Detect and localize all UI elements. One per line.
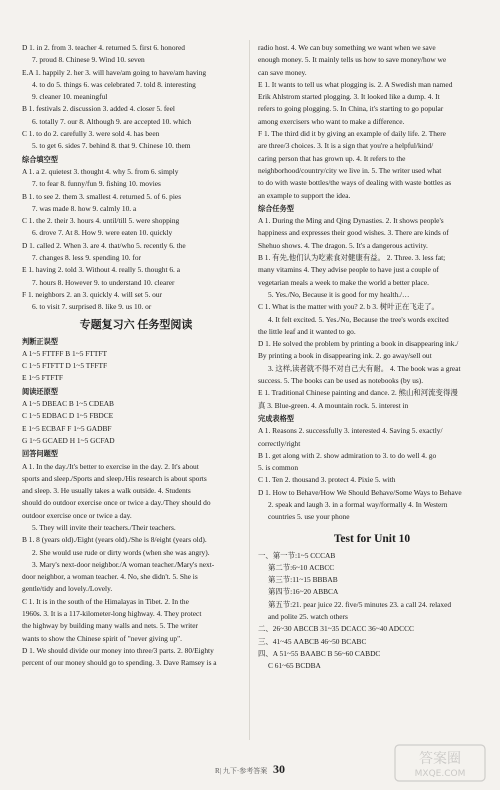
- answer-line: 4. to do 5. things 6. was celebrated 7. told 8. interesting: [32, 79, 196, 89]
- answer-line: D 1. We should divide our money into three/3 parts. 2. 80/Eighty: [22, 645, 214, 655]
- answer-line: countries 5. use your phone: [268, 512, 350, 522]
- section-heading: 完成表格型: [258, 413, 294, 423]
- answer-line: can save money.: [258, 67, 307, 77]
- answer-line: and sleep. 3. He usually takes a walk outside. 4. Students: [22, 486, 191, 496]
- answer-line: are three/3 choices. 3. It is a sign that you're a helpful/kind/: [258, 141, 434, 151]
- answer-line: 三、41~45 AABCB 46~50 BCABC: [258, 636, 367, 646]
- watermark-logo: [394, 744, 486, 782]
- answer-line: refers to going plogging. 5. In China, it's starting to go popular: [258, 104, 444, 114]
- answer-line: C 1~5 EDBAC D 1~5 FBDCE: [22, 411, 114, 421]
- answer-line: the highway by building many walls and nets. 5. The writer: [22, 621, 198, 631]
- watermark-line1: 答案圈: [419, 751, 461, 767]
- section-heading: 判断正误型: [22, 336, 58, 346]
- answer-line: D 1. in 2. from 3. teacher 4. returned 5. first 6. honored: [22, 43, 185, 52]
- answer-line: 7. changes 8. less 9. spending 10. for: [32, 253, 141, 263]
- answer-line: 5. to get 6. sides 7. behind 8. that 9. Chinese 10. them: [32, 141, 191, 151]
- answer-line: percent of our money should go to spending. 3. Dave Ramsey is a: [22, 658, 217, 668]
- answer-line: C 1. What is the matter with you? 2. b 3. 树叶正在飞走了。: [258, 302, 439, 312]
- answer-line: B 1. 8 (years old)./Eight (years old)./She is 8/eight (years old).: [22, 535, 207, 545]
- answer-line: Erik Ahlstrom started plogging. 3. It looked like a dump. 4. It: [258, 92, 440, 102]
- answer-line: D 1. How to Behave/How We Should Behave/Some Ways to Behave: [258, 487, 462, 497]
- right-column: [258, 42, 486, 673]
- section-title: 专题复习六 任务型阅读: [79, 318, 193, 331]
- section-heading: 综合任务型: [258, 203, 294, 213]
- answer-line: E 1. having 2. told 3. Without 4. really 5. thought 6. a: [22, 265, 181, 275]
- answer-line: 第三节:11~15 BBBAB: [268, 575, 338, 585]
- footer-label: R| 九下·参考答案: [215, 767, 268, 775]
- answer-line: should do outdoor exercise once or twice a day./They should do: [22, 498, 211, 508]
- answer-line: among exercisers who want to make a difference.: [258, 116, 405, 126]
- answer-line: 一、第一节:1~5 CCCAB: [258, 550, 336, 560]
- answer-line: door neighbor, a woman teacher. 4. No, she didn't. 5. She is: [22, 572, 198, 582]
- answer-line: sports and sleep./Sports and sleep./His research is about sports: [22, 473, 207, 483]
- answer-line: outdoor exercise once or twice a day.: [22, 510, 132, 520]
- answer-line: gentle/tidy and lovely./Lovely.: [22, 584, 113, 594]
- answer-line: C 1. the 2. their 3. hours 4. until/till 5. were shopping: [22, 216, 180, 226]
- answer-line: B 1. festivals 2. discussion 3. added 4. closer 5. feel: [22, 104, 175, 114]
- answer-line: 3. 这样,读者就不得不对自己大有耐。 4. The book was a great: [268, 363, 461, 373]
- answer-line: 3. Mary's next-door neighbor./A woman teacher./Mary's next-: [32, 559, 215, 569]
- answer-line: 6. totally 7. our 8. Although 9. are accepted 10. which: [32, 116, 192, 126]
- answer-line: 6. to visit 7. surprised 8. like 9. us 10. or: [32, 302, 152, 312]
- answer-line: 第二节:6~10 ACBCC: [268, 562, 335, 572]
- answer-line: C 1~5 FTFTT D 1~5 TFFTF: [22, 361, 108, 371]
- answer-line: wants to show the Chinese spirit of "never giving up".: [22, 633, 182, 643]
- answer-line: E 1. Traditional Chinese painting and dance. 2. 熊山和河流变得漫: [258, 388, 458, 398]
- answer-line: 真 3. Blue-green. 4. A mountain rock. 5. interest in: [258, 400, 409, 410]
- answer-line: enough money. 5. It mainly tells us how to save money/how we: [258, 55, 447, 65]
- answer-line: C 1. to do 2. carefully 3. were sold 4. has been: [22, 129, 160, 139]
- section-heading: 回答问题型: [22, 449, 58, 459]
- answer-line: A 1~5 FTTFF B 1~5 FTTFT: [22, 348, 107, 358]
- answer-line: Shehuo shows. 4. The dragon. 5. It's a dangerous activity.: [258, 240, 428, 250]
- answer-line: A 1. In the day./It's better to exercise in the day. 2. It's about: [22, 461, 199, 471]
- answer-line: E.A 1. happily 2. her 3. will have/am going to have/am having: [22, 67, 207, 77]
- answer-line: F 1. The third did it by giving an example of daily life. 2. There: [258, 129, 446, 139]
- answer-line: caring person that has grown up. 4. It refers to the: [258, 153, 406, 163]
- column-divider: [249, 40, 250, 740]
- answer-line: 6. drove 7. At 8. How 9. were eaten 10. quickly: [32, 228, 173, 238]
- answer-line: 2. She would use rude or dirty words (when she was angry).: [32, 547, 210, 557]
- answer-line: G 1~5 GCAED H 1~5 GCFAD: [22, 435, 115, 445]
- answer-line: many vitamins 4. They advise people to have just a couple of: [258, 265, 439, 275]
- answer-line: A 1. a 2. quietest 3. thought 4. why 5. from 6. simply: [22, 166, 179, 176]
- page-number: 30: [272, 762, 285, 776]
- answer-line: 7. to fear 8. funny/fun 9. fishing 10. movies: [32, 179, 161, 189]
- left-column: [22, 42, 250, 670]
- answer-line: A 1. Reasons 2. successfully 3. interested 4. Saving 5. exactly/: [258, 426, 443, 436]
- answer-line: success. 5. The books can be used as notebooks (by us).: [258, 376, 424, 386]
- answer-line: 9. cleaner 10. meaningful: [32, 92, 108, 102]
- answer-line: to do with waste bottles/the ways of dealing with waste bottles as: [258, 178, 452, 188]
- answer-line: 5. Yes./No, Because it is good for my health./…: [268, 289, 410, 299]
- answer-line: 四、A 51~55 BAABC B 56~60 CABDC: [258, 648, 381, 658]
- answer-line: an example to support the idea.: [258, 190, 351, 200]
- answer-line: 5. They will invite their teachers./Their teachers.: [32, 522, 176, 532]
- answer-line: C 1. It is in the south of the Himalayas in Tibet. 2. In the: [22, 596, 189, 606]
- answer-line: the little leaf and it wanted to go.: [258, 326, 356, 336]
- answer-line: F 1. neighbors 2. an 3. quickly 4. will set 5. our: [22, 289, 162, 299]
- answer-line: 7. was made 8. how 9. calmly 10. a: [32, 203, 137, 213]
- answer-line: 2. speak and laugh 3. in a formal way/formally 4. In Western: [268, 499, 448, 509]
- answer-line: happiness and expresses their good wishes. 3. There are kinds of: [258, 228, 449, 238]
- answer-line: By printing a book in disappearing ink. 2. go away/sell out: [258, 351, 432, 361]
- answer-line: vegetarian meals a week to make the world a better place.: [258, 277, 429, 287]
- answer-line: D 1. called 2. When 3. are 4. that/who 5. recently 6. the: [22, 240, 186, 250]
- section-heading: 综合填空型: [22, 154, 58, 164]
- answer-line: 第五节:21. pear juice 22. five/5 minutes 23. a call 24. relaxed: [268, 599, 452, 609]
- answer-line: E 1. It wants to tell us what plogging is. 2. A Swedish man named: [258, 79, 453, 89]
- answer-line: and polite 25. watch others: [268, 612, 348, 622]
- answer-line: B 1. to see 2. them 3. smallest 4. returned 5. of 6. pies: [22, 191, 182, 201]
- watermark-line2: MXQE.COM: [414, 769, 466, 779]
- answer-line: D 1. He solved the problem by printing a book in disappearing ink./: [258, 339, 459, 349]
- answer-line: A 1~5 DBEAC B 1~5 CDEAB: [22, 399, 114, 409]
- answer-line: 二、26~30 ABCCB 31~35 DCACC 36~40 ADCCC: [258, 624, 414, 634]
- answer-line: correctly/right: [258, 438, 301, 448]
- answer-line: B 1. get along with 2. show admiration to 3. to do well 4. go: [258, 450, 437, 460]
- answer-line: 4. It felt excited. 5. Yes./No, Because the tree's words excited: [268, 314, 449, 324]
- answer-line: E 1~5 ECBAF F 1~5 GADBF: [22, 423, 112, 433]
- answer-line: 第四节:16~20 ABBCA: [268, 587, 339, 597]
- answer-line: 5. is common: [258, 463, 299, 473]
- section-title: Test for Unit 10: [333, 532, 411, 545]
- answer-line: 7. hours 8. However 9. to understand 10. clearer: [32, 277, 175, 287]
- answer-line: B 1. 有先,他们认为吃素食对健康有益。 2. Three. 3. less fat;: [258, 253, 446, 263]
- answer-line: C 61~65 BCDBA: [268, 661, 321, 671]
- answer-line: radio host. 4. We can buy something we want when we save: [258, 43, 436, 52]
- answer-line: E 1~5 FTFTF: [22, 373, 63, 383]
- section-heading: 阅读还原型: [22, 386, 58, 396]
- answer-line: neighborhood/country/city we live in. 5. The writer used what: [258, 165, 442, 175]
- answer-line: 1960s. 3. It is a 117-kilometer-long highway. 4. They protect: [22, 609, 202, 619]
- answer-line: C 1. Ten 2. thousand 3. protect 4. Pixie 5. with: [258, 475, 396, 485]
- answer-line: A 1. During the Ming and Qing Dynasties. 2. It shows people's: [258, 216, 444, 226]
- answer-line: 7. proud 8. Chinese 9. Wind 10. seven: [32, 55, 145, 65]
